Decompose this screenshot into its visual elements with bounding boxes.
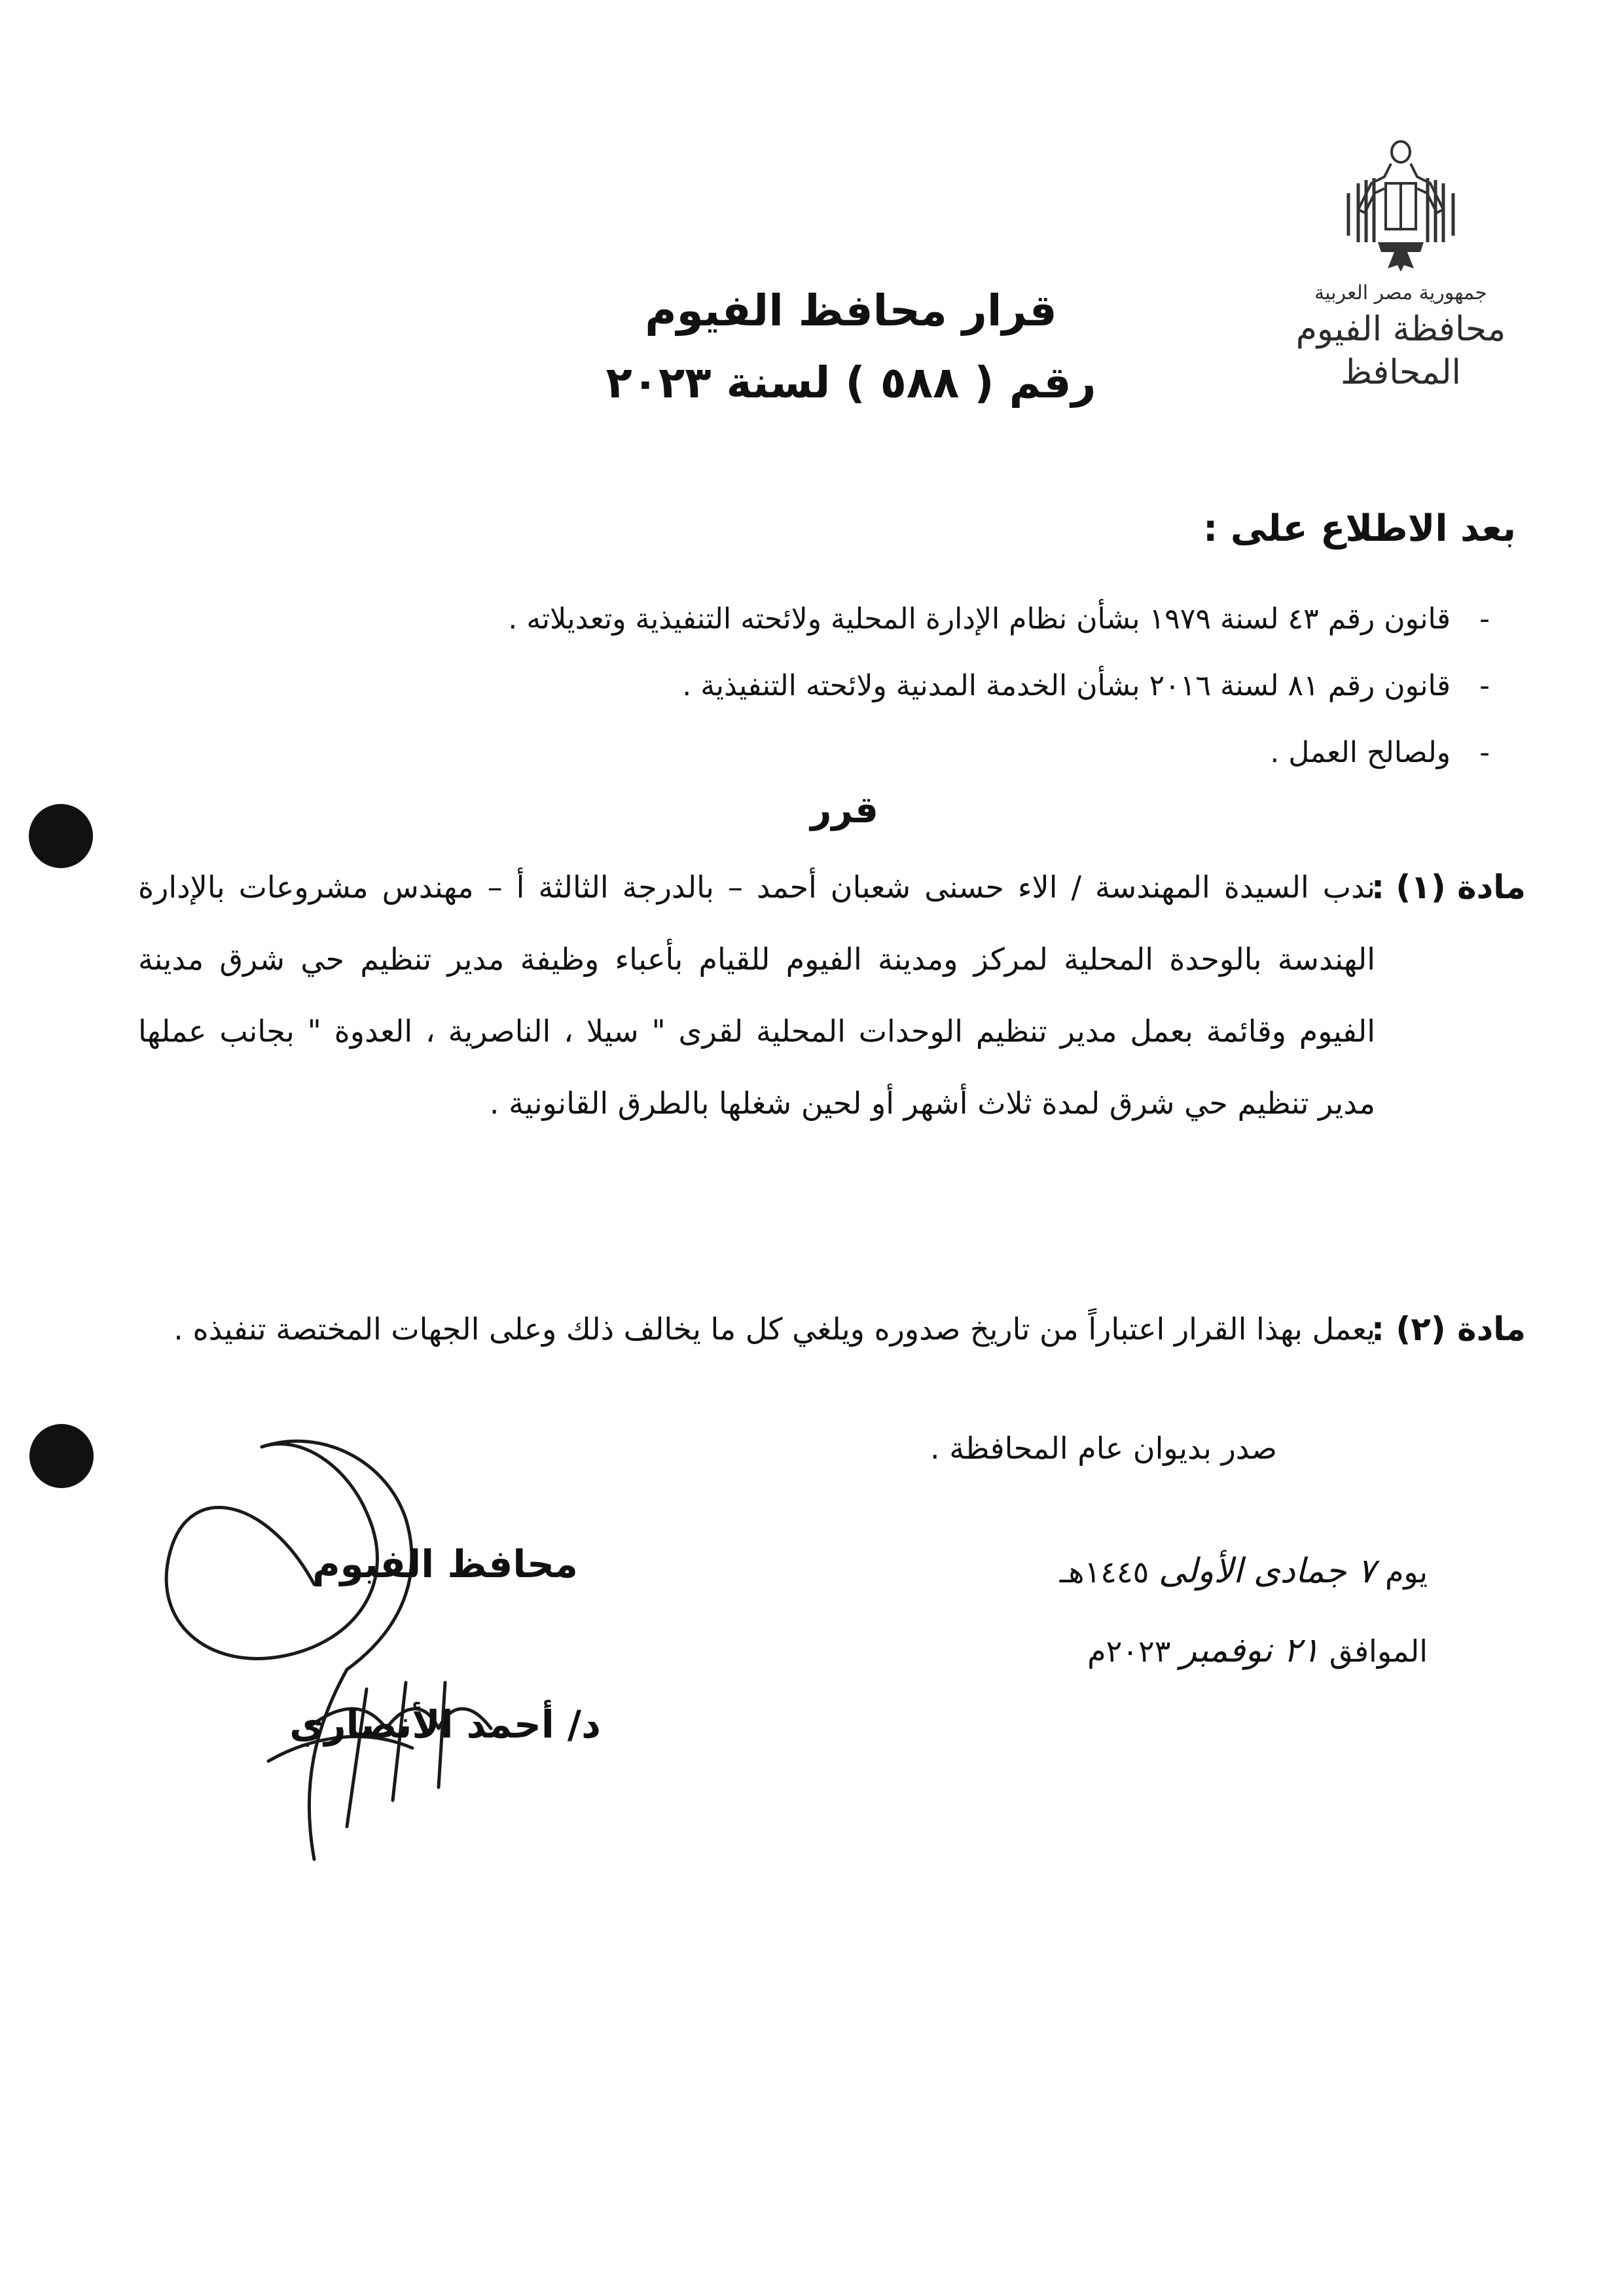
decree-number: رقم ( ٥٨٨ ) لسنة ٢٠٢٣: [605, 357, 1096, 408]
decree-title-line: قرار محافظ الفيوم: [645, 285, 1057, 336]
hijri-date-year: ١٤٤٥هـ: [1059, 1554, 1149, 1590]
punch-hole: [29, 804, 93, 868]
date-block: [839, 1532, 1428, 1690]
egypt-eagle-emblem-icon: [1339, 137, 1463, 275]
gregorian-date-handwritten: ٢١ نوفمبر: [1180, 1631, 1320, 1670]
gregorian-date: [839, 1611, 1428, 1690]
article-1: [138, 851, 1526, 1139]
article-2: [138, 1293, 1526, 1365]
article-label: مادة (٢) :: [1371, 1310, 1526, 1348]
article-label: مادة (١) :: [1371, 868, 1526, 906]
emblem-governorate-text: محافظة الفيوم: [1295, 310, 1506, 349]
emblem-office-text: المحافظ: [1341, 353, 1461, 392]
legal-reference-item: - قانون رقم ٨١ لسنة ٢٠١٦ بشأن الخدمة المدنية ولائحته التنفيذية .: [207, 653, 1451, 720]
issued-at-statement: صدر بديوان عام المحافظة .: [929, 1430, 1277, 1466]
emblem-country-text: جمهورية مصر العربية: [1314, 282, 1487, 304]
decree-title: [458, 275, 1244, 419]
article-text: ندب السيدة المهندسة / الاء حسنى شعبان أحمد – بالدرجة الثالثة أ – مهندس مشروعات بالإدارة الهندسة بالوحدة المحلية لمركز ومدينة الفيوم للقيام بأعباء وظيفة مدير تنظيم حي شرق مدينة الفيوم وقائمة بعمل مدير تنظيم الوحدات المحلية لقرى " سيلا ، الناصرية ، العدوة " بجانب عملها مدير تنظيم حي شرق لمدة ثلاث أشهر أو لحين شغلها بالطرق القانونية .: [138, 869, 1375, 1121]
preamble-heading: بعد الاطلاع على :: [1202, 507, 1516, 550]
handwritten-signature: [151, 1421, 517, 1866]
legal-reference-item: - قانون رقم ٤٣ لسنة ١٩٧٩ بشأن نظام الإدارة المحلية ولائحته التنفيذية وتعديلاته .: [207, 586, 1451, 653]
gregorian-date-year: ٢٠٢٣م: [1087, 1633, 1171, 1669]
gregorian-date-prefix: الموافق: [1329, 1633, 1428, 1669]
letterhead-emblem: [1283, 137, 1519, 432]
punch-hole: [29, 1424, 94, 1488]
hijri-date: [839, 1532, 1428, 1611]
article-text: يعمل بهذا القرار اعتباراً من تاريخ صدوره ويلغي كل ما يخالف ذلك وعلى الجهات المختصة تنفيذه .: [173, 1311, 1375, 1347]
legal-references-list: [207, 586, 1451, 786]
signatory-name: د/ أحمد الأنصاري: [289, 1702, 601, 1747]
legal-reference-item: - ولصالح العمل .: [207, 720, 1451, 786]
decided-heading: قرر: [810, 789, 878, 831]
signatory-title: محافظ الفيوم: [312, 1542, 578, 1586]
hijri-date-prefix: يوم: [1384, 1554, 1428, 1590]
hijri-date-handwritten: ٧ جمادى الأولى: [1159, 1552, 1376, 1591]
